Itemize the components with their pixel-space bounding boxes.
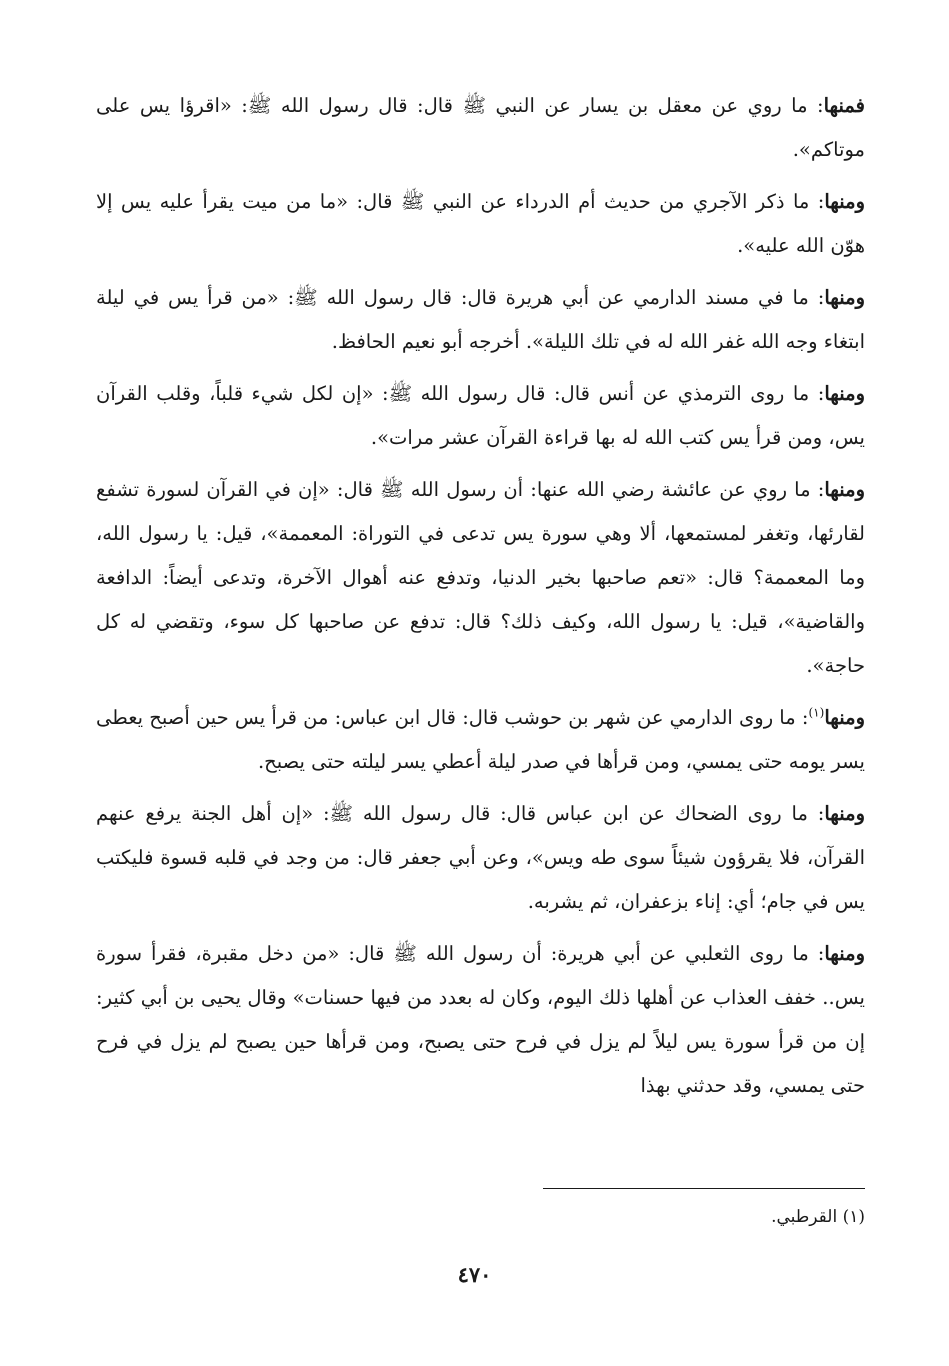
paragraph-3 bbox=[96, 276, 865, 364]
paragraph-lead: ومنها bbox=[824, 478, 865, 501]
paragraph-2 bbox=[96, 180, 865, 268]
paragraph-4 bbox=[96, 372, 865, 460]
footnote-reference: (١) bbox=[808, 705, 825, 720]
page-number: ٤٧٠ bbox=[457, 1262, 492, 1287]
paragraph-lead: ومنها bbox=[824, 942, 865, 965]
paragraph-1 bbox=[96, 84, 865, 172]
paragraph-lead: ومنها bbox=[824, 190, 865, 213]
paragraph-text: : ما في مسند الدارمي عن أبي هريرة قال: قال رسول الله ﷺ: «من قرأ يس في ليلة ابتغاء وجه الله غفر الله له في تلك الليلة». أخرجه أبو نعيم الحافظ. bbox=[96, 286, 865, 353]
paragraph-text: : ما ذكر الآجري من حديث أم الدرداء عن النبي ﷺ قال: «ما من ميت يقرأ عليه يس إلا هوّن الله عليه». bbox=[96, 190, 865, 257]
paragraph-text: : ما روى الدارمي عن شهر بن حوشب قال: قال ابن عباس: من قرأ يس حين أصبح يعطى يسر يومه حتى يمسي، ومن قرأها في صدر ليلة أعطي يسر ليلته حتى يصبح. bbox=[96, 706, 865, 773]
paragraph-8 bbox=[96, 932, 865, 1108]
paragraph-lead: ومنها bbox=[824, 286, 865, 309]
paragraph-text: : ما روى الترمذي عن أنس قال: قال رسول الله ﷺ: «إن لكل شيء قلباً، وقلب القرآن يس، ومن قرأ يس كتب الله له بها قراءة القرآن عشر مرات». bbox=[96, 382, 865, 449]
paragraph-text: : ما روى الثعلبي عن أبي هريرة: أن رسول الله ﷺ قال: «من دخل مقبرة، فقرأ سورة يس.. خفف العذاب عن أهلها ذلك اليوم، وكان له بعدد من فيها حسنات» وقال يحيى بن أبي كثير: إن من قرأ سورة يس ليلاً لم يزل في فرح حتى يصبح، ومن قرأها حين يصبح لم يزل في فرح حتى يمسي، وقد حدثني بهذا bbox=[96, 942, 865, 1097]
footnote-1: (١) القرطبي. bbox=[771, 1207, 865, 1227]
paragraph-5 bbox=[96, 468, 865, 688]
paragraph-lead: ومنها bbox=[824, 382, 865, 405]
paragraph-text: : ما روي عن معقل بن يسار عن النبي ﷺ قال: قال رسول الله ﷺ: «اقرؤا يس على موتاكم». bbox=[96, 94, 865, 161]
footnotes bbox=[96, 1202, 865, 1232]
paragraph-lead: ومنها bbox=[824, 802, 865, 825]
paragraph-text: : ما روي عن عائشة رضي الله عنها: أن رسول الله ﷺ قال: «إن في القرآن لسورة تشفع لقارئها، وتغفر لمستمعها، ألا وهي سورة يس تدعى في التوراة: المعممة»، قيل: يا رسول الله، وما المعممة؟ قال: «تعم صاحبها بخير الدنيا، وتدفع عنه أهوال الآخرة، وتدعى أيضاً: الدافعة والقاضية»، قيل: يا رسول الله، وكيف ذلك؟ قال: تدفع عن صاحبها كل سوء، وتقضي له كل حاجة». bbox=[96, 478, 865, 677]
paragraph-lead: ومنها bbox=[824, 706, 865, 729]
paragraph-7 bbox=[96, 792, 865, 924]
paragraph-6 bbox=[96, 696, 865, 784]
footnote-divider bbox=[543, 1188, 865, 1189]
paragraph-text: : ما روى الضحاك عن ابن عباس قال: قال رسول الله ﷺ: «إن أهل الجنة يرفع عنهم القرآن، فلا يقرؤون شيئاً سوى طه ويس»، وعن أبي جعفر قال: من وجد في قلبه قسوة فليكتب يس في جام؛ أي: إناء بزعفران، ثم يشربه. bbox=[96, 802, 865, 913]
main-text bbox=[96, 84, 865, 1116]
paragraph-lead: فمنها bbox=[823, 94, 865, 117]
